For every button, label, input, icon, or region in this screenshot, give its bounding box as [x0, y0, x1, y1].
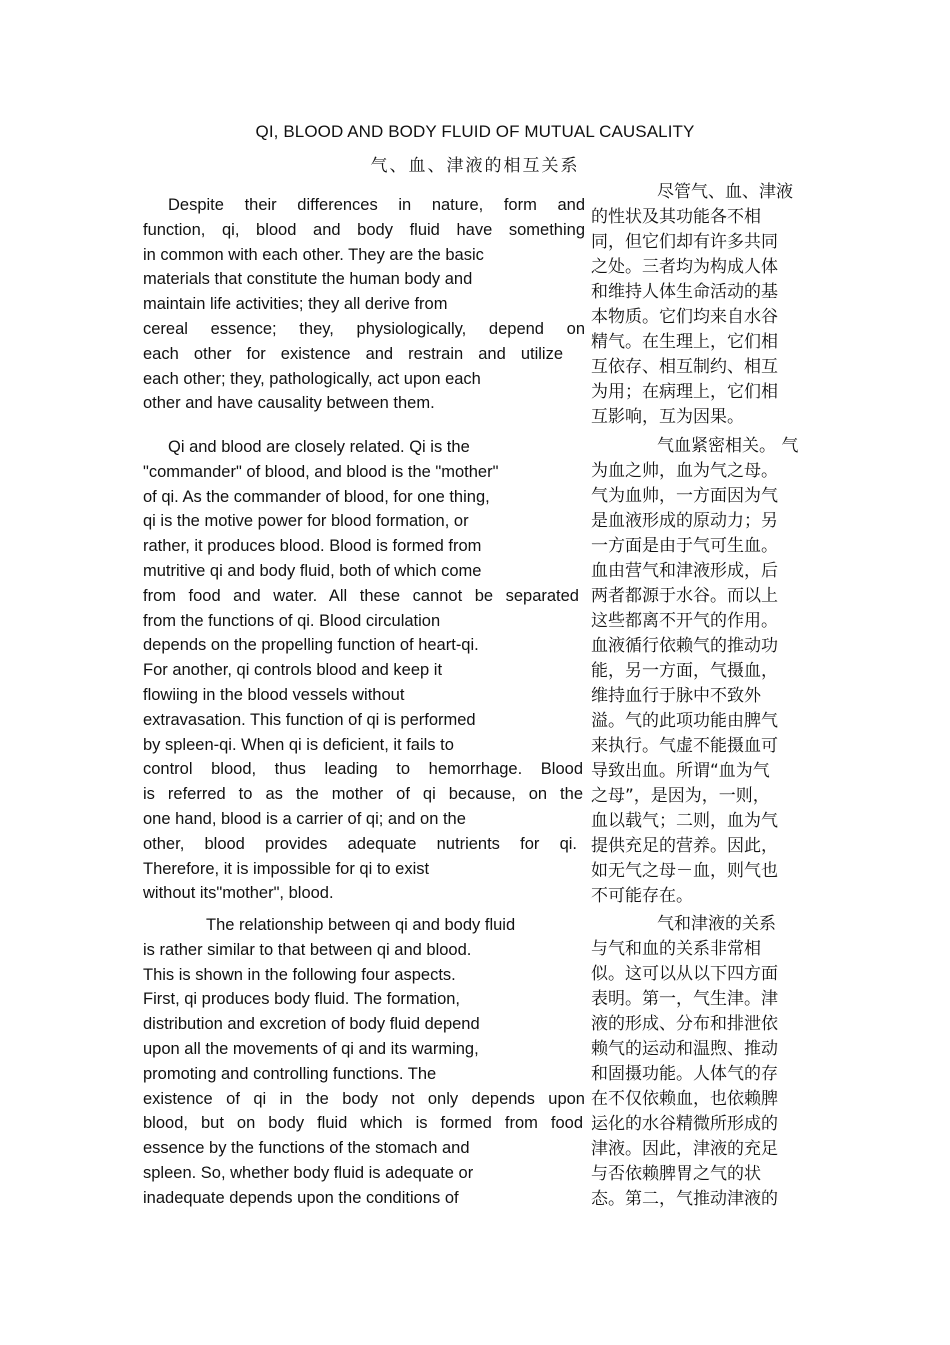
- text-line: from food and water. All these cannot be separated: [143, 586, 579, 605]
- text-line: 是血液形成的原动力；另: [591, 511, 778, 531]
- text-line: 气和津液的关系: [657, 914, 776, 934]
- text-line: from the functions of qi. Blood circulation: [143, 611, 441, 630]
- paragraph-2-english: [143, 435, 585, 906]
- text-line: 在不仅依赖血，也依赖脾: [591, 1089, 778, 1109]
- text-line: First, qi produces body fluid. The formation,: [143, 990, 461, 1009]
- text-line: cereal essence; they, physiologically, depend on: [143, 319, 585, 338]
- text-line: 本物质。它们均来自水谷: [591, 307, 778, 327]
- paragraph-3-english: [143, 913, 585, 1211]
- text-line: promoting and controlling functions. The: [143, 1064, 437, 1083]
- text-line: 赖气的运动和温煦、推动: [591, 1039, 778, 1059]
- text-line: 血液循行依赖气的推动功: [591, 636, 778, 656]
- text-line: one hand, blood is a carrier of qi; and on the: [143, 809, 466, 828]
- text-line: 和维持人体生命活动的基: [591, 282, 778, 302]
- text-line: is referred to as the mother of qi because, on the: [143, 785, 583, 804]
- text-line: 提供充足的营养。因此，: [591, 836, 778, 856]
- text-line: 血由营气和津液形成，后: [591, 561, 778, 581]
- text-line: flowiing in the blood vessels without: [143, 685, 405, 704]
- text-line: 似。这可以从以下四方面: [591, 964, 778, 984]
- text-line: 之母”，是因为，一则，: [591, 786, 770, 806]
- text-line: existence of qi in the body not only depends upon: [143, 1089, 585, 1108]
- text-line: The relationship between qi and body fluid: [206, 916, 516, 934]
- text-line: in common with each other. They are the basic: [143, 245, 484, 264]
- text-line: 互影响，互为因果。: [591, 407, 744, 427]
- paragraph-1-english: [143, 193, 585, 416]
- text-line: rather, it produces blood. Blood is formed from: [143, 537, 482, 556]
- text-line: extravasation. This function of qi is performed: [143, 710, 476, 729]
- text-line: Therefore, it is impossible for qi to exist: [143, 859, 430, 878]
- text-line: each other for existence and restrain and utilize: [143, 344, 563, 363]
- text-line: other, blood provides adequate nutrients for qi.: [143, 834, 577, 853]
- text-line: 能，另一方面，气摄血，: [591, 661, 778, 681]
- text-line: Qi and blood are closely related. Qi is the: [168, 438, 470, 456]
- text-line: 与否依赖脾胃之气的状: [591, 1164, 761, 1184]
- text-line: 津液。因此，津液的充足: [591, 1139, 778, 1159]
- text-line: 互依存、相互制约、相互: [591, 357, 778, 377]
- text-line: qi is the motive power for blood formation, or: [143, 512, 469, 531]
- text-line: spleen. So, whether body fluid is adequate or: [143, 1163, 474, 1182]
- text-line: 同，但它们却有许多共同: [591, 232, 778, 252]
- text-line: 为用；在病理上，它们相: [591, 382, 778, 402]
- text-line: by spleen-qi. When qi is deficient, it fails to: [143, 735, 454, 754]
- text-line: Despite their differences in nature, form and: [168, 196, 585, 214]
- text-line: inadequate depends upon the conditions of: [143, 1188, 459, 1207]
- text-line: 气血紧密相关。 气: [657, 436, 799, 456]
- text-line: This is shown in the following four aspects.: [143, 965, 456, 984]
- paragraph-2-chinese: [591, 434, 811, 909]
- text-line: control blood, thus leading to hemorrhage. Blood: [143, 760, 583, 779]
- text-line: 血以载气；二则，血为气: [591, 811, 778, 831]
- text-line: distribution and excretion of body fluid depend: [143, 1015, 480, 1034]
- text-line: 两者都源于水谷。而以上: [591, 586, 778, 606]
- text-line: 运化的水谷精微所形成的: [591, 1114, 778, 1134]
- text-line: 精气。在生理上，它们相: [591, 332, 778, 352]
- text-line: 这些都离不开气的作用。: [591, 611, 778, 631]
- text-line: essence by the functions of the stomach and: [143, 1139, 470, 1158]
- text-line: maintain life activities; they all derive from: [143, 295, 448, 314]
- text-line: mutritive qi and body fluid, both of which come: [143, 561, 482, 580]
- text-line: 一方面是由于气可生血。: [591, 536, 778, 556]
- text-line: 导致出血。所谓“血为气: [591, 761, 770, 781]
- title-english: QI, BLOOD AND BODY FLUID OF MUTUAL CAUSALITY: [255, 122, 695, 141]
- text-line: 态。第二，气推动津液的: [591, 1189, 778, 1209]
- paragraph-3-chinese: [591, 912, 796, 1212]
- text-line: 为血之帅，血为气之母。: [591, 461, 778, 481]
- text-line: "commander" of blood, and blood is the "mother": [143, 462, 499, 481]
- text-line: each other; they, pathologically, act upon each: [143, 369, 481, 388]
- text-line: 尽管气、血、津液: [657, 182, 793, 202]
- text-line: function, qi, blood and body fluid have something: [143, 220, 585, 239]
- text-line: 气为血帅，一方面因为气: [591, 486, 778, 506]
- text-line: blood, but on body fluid which is formed from food: [143, 1114, 583, 1133]
- text-line: 表明。第一，气生津。津: [591, 989, 778, 1009]
- text-line: other and have causality between them.: [143, 394, 435, 413]
- text-line: 来执行。气虚不能摄血可: [591, 736, 778, 756]
- text-line: 不可能存在。: [591, 886, 693, 906]
- text-line: For another, qi controls blood and keep it: [143, 661, 443, 680]
- text-line: 与气和血的关系非常相: [591, 939, 761, 959]
- text-line: without its"mother", blood.: [143, 884, 334, 903]
- text-line: 的性状及其功能各不相: [591, 207, 761, 227]
- text-line: of qi. As the commander of blood, for one thing,: [143, 487, 490, 506]
- text-line: 溢。气的此项功能由脾气: [591, 711, 778, 731]
- text-line: 如无气之母－血，则气也: [591, 861, 778, 881]
- text-line: 之处。三者均为构成人体: [591, 257, 778, 277]
- text-line: materials that constitute the human body and: [143, 270, 473, 289]
- text-line: 维持血行于脉中不致外: [591, 686, 761, 706]
- text-line: upon all the movements of qi and its warming,: [143, 1039, 479, 1058]
- title-chinese: 气、血、津液的相互关系: [370, 156, 580, 176]
- paragraph-1-chinese: [591, 180, 796, 430]
- text-line: 液的形成、分布和排泄依: [591, 1014, 778, 1034]
- text-line: 和固摄功能。人体气的存: [591, 1064, 778, 1084]
- text-line: depends on the propelling function of heart-qi.: [143, 636, 479, 655]
- text-line: is rather similar to that between qi and blood.: [143, 940, 472, 959]
